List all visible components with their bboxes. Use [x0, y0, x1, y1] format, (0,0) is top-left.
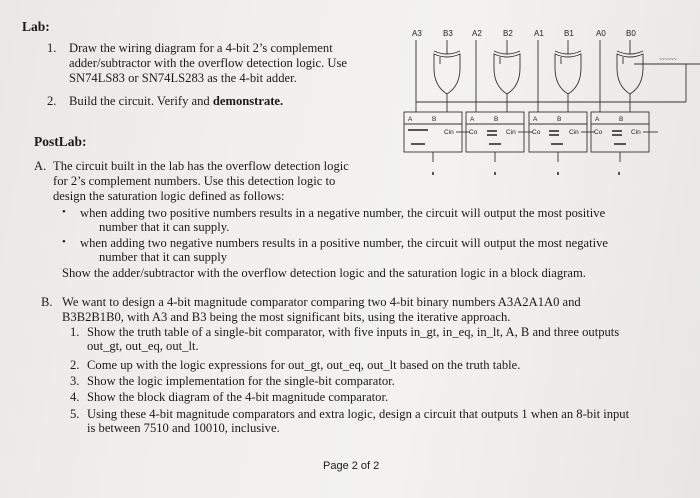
postlab-b-item-5-line-1: Using these 4-bit magnitude comparators and extra logic, design a circuit that outputs 1 when an 8-bit input	[87, 407, 630, 421]
postlab-a-bullet-2-line-1: when adding two negative numbers results in a positive number, the circuit will output the most negative	[80, 236, 608, 250]
input-label-b3: B3	[443, 29, 453, 38]
postlab-b-item-5-line-2: is between 7510 and 10010, inclusive.	[87, 421, 280, 435]
xor-gate-3	[434, 51, 460, 94]
adder0-pin-b: B	[619, 116, 624, 123]
input-label-a2: A2	[472, 29, 482, 38]
adder0-pin-a: A	[595, 116, 600, 123]
postlab-b-item-4-number: 4.	[70, 390, 80, 404]
xor-gate-1	[555, 51, 581, 94]
adder0-pin-co: Co	[594, 129, 603, 136]
control-label: ~~~~~~	[659, 57, 677, 63]
postlab-b-item-3-line-1: Show the logic implementation for the single-bit comparator.	[87, 374, 395, 388]
adder1-pin-b: B	[557, 116, 562, 123]
postlab-a-label: A.	[34, 159, 47, 173]
input-label-a1: A1	[534, 29, 544, 38]
bullet-icon: •	[62, 236, 66, 248]
postlab-b-item-1-line-1: Show the truth table of a single-bit comparator, with five inputs in_gt, in_eq, in_lt, A, B and three outputs	[87, 325, 620, 339]
postlab-a-line-1: The circuit built in the lab has the overflow detection logic	[53, 159, 349, 173]
input-label-b2: B2	[503, 29, 513, 38]
lab-item-1-line-3: SN74LS83 or SN74LS283 as the 4-bit adder.	[69, 71, 297, 85]
postlab-a-closing: Show the adder/subtractor with the overflow detection logic and the saturation logic in a block diagram.	[62, 266, 586, 280]
bullet-icon: •	[62, 206, 66, 218]
postlab-b-item-2-number: 2.	[70, 358, 80, 372]
postlab-a-bullet-1-line-2: number that it can supply.	[99, 220, 230, 234]
lab-item-2-text: Build the circuit. Verify and demonstrate.	[69, 94, 284, 108]
adder2-pin-co: Co	[469, 129, 478, 136]
adder3-pin-a: A	[408, 116, 413, 123]
postlab-a-bullet-1-line-1: when adding two positive numbers results in a negative number, the circuit will output the most positive	[80, 206, 606, 220]
postlab-b-item-1-number: 1.	[70, 325, 80, 339]
postlab-heading: PostLab:	[34, 134, 87, 149]
postlab-a-bullet-2-line-2: number that it can supply	[99, 250, 228, 264]
adder2-pin-cin: Cin	[506, 129, 516, 136]
lab-item-1-number: 1.	[47, 41, 57, 55]
lab-heading: Lab:	[22, 19, 50, 34]
postlab-b-item-1-line-2: out_gt, out_eq, out_lt.	[87, 339, 199, 353]
postlab-b-item-2-line-1: Come up with the logic expressions for out_gt, out_eq, out_lt based on the truth table.	[87, 358, 521, 372]
postlab-a-line-2: for 2’s complement numbers. Use this detection logic to	[53, 174, 336, 188]
lab-item-1-line-2: adder/subtractor with the overflow detection logic. Use	[69, 56, 348, 70]
adder-subtractor-diagram	[396, 24, 700, 194]
adder2-pin-a: A	[470, 116, 475, 123]
input-label-b1: B1	[564, 29, 574, 38]
lab-item-1-line-1: Draw the wiring diagram for a 4-bit 2’s complement	[69, 41, 333, 55]
xor-gate-0	[617, 51, 643, 94]
postlab-b-item-3-number: 3.	[70, 374, 80, 388]
postlab-b-item-5-number: 5.	[70, 407, 80, 421]
postlab-a-line-3: design the saturation logic defined as follows:	[53, 189, 285, 203]
postlab-b-label: B.	[41, 295, 53, 309]
adder0-pin-cin: Cin	[631, 129, 641, 136]
input-label-a0: A0	[596, 29, 606, 38]
lab-item-2-number: 2.	[47, 94, 57, 108]
xor-gate-2	[494, 51, 520, 94]
adder1-pin-co: Co	[532, 129, 541, 136]
adder1-pin-cin: Cin	[569, 129, 579, 136]
lab-item-2-emphasis: demonstrate.	[212, 94, 284, 108]
postlab-b-intro-line-2: B3B2B1B0, with A3 and B3 being the most significant bits, using the iterative approach.	[62, 310, 511, 324]
adder3-pin-cin: Cin	[444, 129, 454, 136]
page-number: Page 2 of 2	[323, 460, 380, 472]
input-label-a3: A3	[412, 29, 422, 38]
postlab-b-intro-line-1: We want to design a 4-bit magnitude comparator comparing two 4-bit binary numbers A3A2A1A0 and	[62, 295, 581, 309]
adder3-pin-b: B	[432, 116, 437, 123]
postlab-b-item-4-line-1: Show the block diagram of the 4-bit magnitude comparator.	[87, 390, 389, 404]
input-label-b0: B0	[626, 29, 636, 38]
adder1-pin-a: A	[533, 116, 538, 123]
adder2-pin-b: B	[494, 116, 499, 123]
